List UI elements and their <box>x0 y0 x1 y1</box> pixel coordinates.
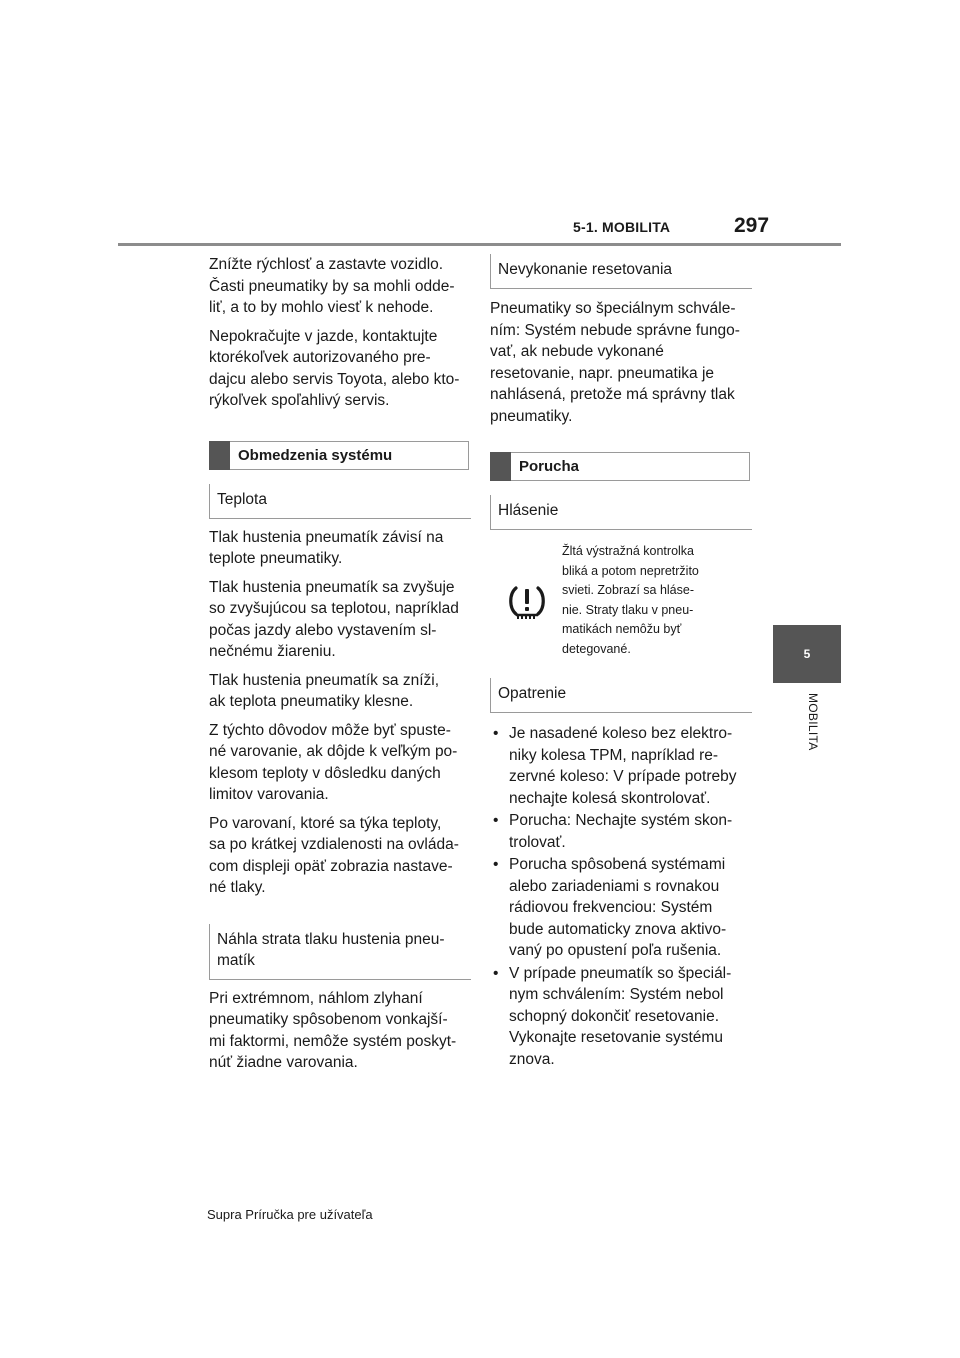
section-marker <box>490 452 511 481</box>
temperature-paragraph-1: Tlak hustenia pneumatík závisí na teplote pneumatiky. <box>209 528 444 567</box>
list-item: • Porucha spôsobená systémami alebo zariadeniami s rovnakou rádiovou frekvenciou: Systém bude automaticky znova aktivo- vaný po opustení poľa rušenia. <box>493 856 727 959</box>
header-divider <box>118 243 841 246</box>
subheading-measures: Opatrenie <box>490 678 752 713</box>
chapter-tab <box>773 625 841 683</box>
section-marker <box>209 441 230 470</box>
section-title-malfunction: Porucha <box>519 458 580 475</box>
tire-pressure-warning-icon <box>490 542 562 627</box>
warning-description: Žltá výstražná kontrolka bliká a potom nepretržito svieti. Zobrazí sa hláse- nie. Straty tlaku v pneu- matikách nemôžu byť detegované. <box>562 544 699 656</box>
reset-paragraph: Pneumatiky so špeciálnym schvále- ním: Systém nebude správne fungo- vať, ak nebude vykonané resetovanie, napr. pneumatika je nahlásená, pretože má správny tlak pneumatiky. <box>490 300 740 425</box>
intro-paragraph-2: Nepokračujte v jazde, kontaktujte ktorékoľvek autorizovaného pre- dajcu alebo servis Toyota, alebo kto- rýkoľvek spoľahlivý servis. <box>209 327 460 409</box>
section-title: 5-1. MOBILITA <box>573 219 671 235</box>
subheading-message: Hlásenie <box>490 495 752 530</box>
section-header-malfunction <box>490 452 750 481</box>
measures-list <box>490 723 752 1070</box>
list-item: • V prípade pneumatík so špeciál- nym schválením: Systém nebol schopný dokončiť resetovanie. Vykonajte resetovanie systému znova. <box>493 964 732 1068</box>
temperature-paragraph-5: Po varovaní, ktoré sa týka teploty, sa po krátkej vzdialenosti na ovláda- com displeji opäť zobrazia nastave- né tlaky. <box>209 814 459 896</box>
temperature-paragraph-3: Tlak hustenia pneumatík sa zníži, ak teplota pneumatiky klesne. <box>209 671 440 710</box>
list-item: • Porucha: Nechajte systém skon- trolovať. <box>493 812 733 851</box>
subheading-temperature: Teplota <box>209 484 471 519</box>
list-item: • Je nasadené koleso bez elektro- niky kolesa TPM, napríklad re- zervné koleso: V prípade potreby nechajte kolesá skontrolovať. <box>493 725 737 807</box>
section-header-system-limits <box>209 441 469 470</box>
left-column <box>209 254 471 1081</box>
right-column <box>490 254 752 1071</box>
intro-paragraph-1: Znížte rýchlosť a zastavte vozidlo. Časti pneumatiky by sa mohli odde- liť, a to by mohlo viesť k nehode. <box>209 256 455 316</box>
warning-message-row <box>490 542 752 659</box>
subheading-sudden-pressure-loss: Náhla strata tlaku hustenia pneu- matík <box>209 924 471 980</box>
footer-manual-title: Supra Príručka pre užívateľa <box>207 1207 373 1222</box>
chapter-label: MOBILITA <box>806 693 820 751</box>
pressure-loss-paragraph: Pri extrémnom, náhlom zlyhaní pneumatiky spôsobenom vonkajší- mi faktormi, nemôže systém poskyt- núť žiadne varovania. <box>209 989 457 1071</box>
page-number: 297 <box>734 214 770 237</box>
temperature-paragraph-2: Tlak hustenia pneumatík sa zvyšuje so zvyšujúcou sa teplotou, napríklad počas jazdy alebo vystavením sl- nečnému žiareniu. <box>209 578 459 660</box>
temperature-paragraph-4: Z týchto dôvodov môže byť spuste- né varovanie, ak dôjde k veľkým po- klesom teploty v dôsledku daných limitov varovania. <box>209 721 458 803</box>
section-title-system-limits: Obmedzenia systému <box>238 446 393 464</box>
subheading-reset-not-performed: Nevykonanie resetovania <box>490 254 752 289</box>
chapter-number: 5 <box>803 647 811 661</box>
